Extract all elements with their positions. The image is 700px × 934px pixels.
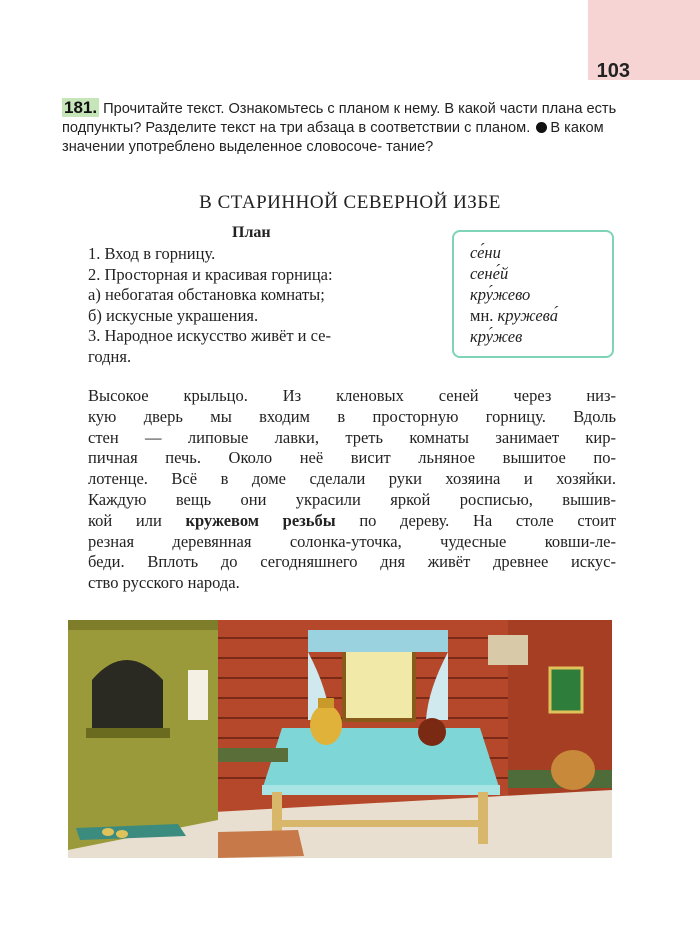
exercise-line: с планом. xyxy=(464,120,531,136)
bucket xyxy=(551,750,595,790)
plan-item: 3. Народное искусство живёт и се- xyxy=(88,326,331,345)
vocab-word: сене́й xyxy=(470,264,509,283)
text-line: беди. Вплоть до сегодняшнего дня живёт древнее искус- xyxy=(88,552,616,572)
text-line: ство русского народа. xyxy=(88,573,240,593)
text-fragment: по дереву. На столе стоит xyxy=(359,510,617,530)
text-line: кую дверь мы входим в просторную горницу. Вдоль xyxy=(88,406,616,426)
plan-list xyxy=(88,244,434,367)
plan-item: годня. xyxy=(88,346,132,366)
plan-title: План xyxy=(232,224,271,241)
jug xyxy=(418,718,446,746)
bullet-icon xyxy=(536,122,547,133)
text-line: Каждую вещь они украсили яркой росписью, вышив- xyxy=(88,489,616,509)
text-line xyxy=(88,511,616,532)
stove-opening xyxy=(92,660,163,730)
text-line: Высокое крыльцо. Из кленовых сеней через низ- xyxy=(88,386,616,405)
exercise-line: плана есть подпункты? Разделите текст на три абзаца в соответствии xyxy=(62,101,617,136)
vocab-word: кру́жево xyxy=(470,285,531,304)
vocab-word: се́ни xyxy=(470,243,501,262)
text-fragment: кой или xyxy=(88,510,162,530)
vocab-word: кружева́ xyxy=(497,306,558,325)
text-line: стен — липовые лавки, треть комнаты занимает кир- xyxy=(88,427,616,447)
izba-interior-illustration xyxy=(68,620,612,858)
text-line: пичная печь. Около неё висит льняное вышитое по- xyxy=(88,448,616,468)
exercise-task xyxy=(62,98,618,157)
text-line: лотенце. Всё в доме сделали руки хозяина и хозяйки. xyxy=(88,469,616,489)
text-line: резная деревянная солонка-уточка, чудесные ковши-ле- xyxy=(88,531,616,551)
vocab-word: кру́жев xyxy=(470,327,523,346)
exercise-number: 181. xyxy=(64,98,98,117)
vocabulary-box xyxy=(452,230,614,358)
highlighted-phrase: кружевом резьбы xyxy=(185,510,336,530)
exercise-line: тание? xyxy=(386,139,434,155)
exercise-line: В каком значении употреблено выделенное словосоче- xyxy=(62,120,604,155)
text-heading: В СТАРИННОЙ СЕВЕРНОЙ ИЗБЕ xyxy=(199,192,501,213)
plan-item: 1. Вход в горницу. xyxy=(88,244,216,263)
page-number: 103 xyxy=(596,60,630,82)
wall-picture xyxy=(550,668,582,712)
table-cloth xyxy=(262,728,500,790)
plan-item: 2. Просторная и красивая горница: xyxy=(88,264,333,284)
exercise-line: Прочитайте текст. Ознакомьтесь с планом к нему. В какой части xyxy=(103,101,538,117)
plan-item: б) искусные украшения. xyxy=(88,305,259,325)
samovar xyxy=(310,705,342,745)
vocab-plural-label: мн. xyxy=(470,306,494,325)
main-text xyxy=(88,386,616,594)
plan-item: а) небогатая обстановка комнаты; xyxy=(88,285,325,304)
towel xyxy=(188,670,208,720)
